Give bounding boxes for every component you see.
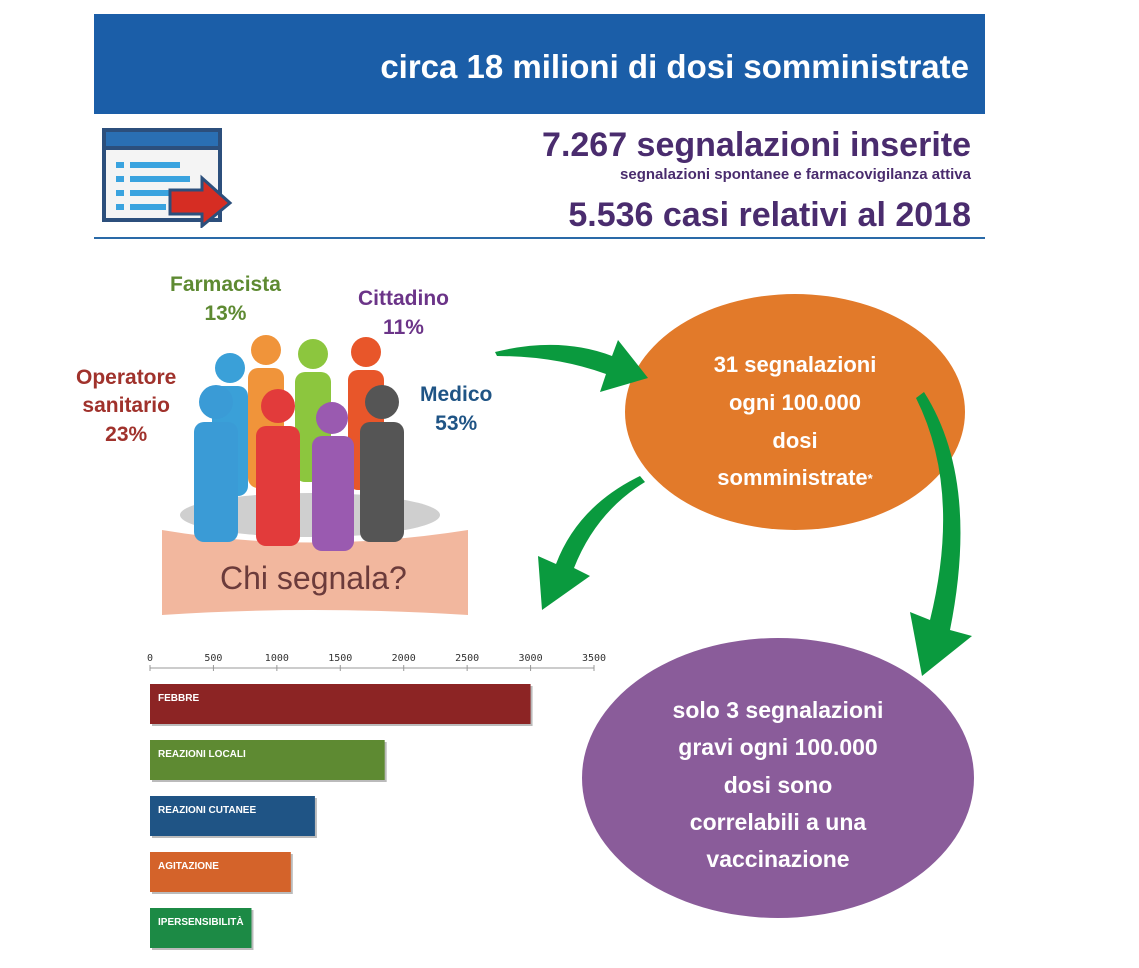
x-tick-label: 2000 (391, 653, 416, 664)
cittadino-pct: 11% (383, 316, 424, 340)
x-tick-label: 3500 (581, 653, 607, 664)
x-tick-label: 500 (204, 653, 223, 664)
serious-line2: gravi ogni 100.000 (678, 734, 878, 761)
serious-bubble-text (628, 692, 928, 878)
reports-count: 7.267 segnalazioni inserite (542, 126, 971, 164)
rate-line1: 31 segnalazioni (713, 352, 877, 377)
x-tick-label: 1000 (264, 653, 289, 664)
medico-name: Medico (420, 383, 493, 406)
operatore-name-line1: Operatore (76, 366, 177, 389)
bar (150, 740, 385, 780)
rate-line3: dosi (772, 427, 818, 453)
reports-subtitle: segnalazioni spontanee e farmacovigilanza attiva (620, 166, 971, 183)
rate-footnote-star: * (867, 471, 873, 487)
bar-label: IPERSENSIBILITÀ (158, 917, 244, 928)
serious-line5: vaccinazione (706, 846, 850, 872)
x-tick-label: 0 (146, 653, 154, 664)
x-tick-label: 2500 (455, 653, 480, 664)
arrow-to-chart-icon (538, 476, 645, 610)
banner-title: circa 18 milioni di dosi somministrate (380, 48, 969, 85)
farmacista-pct: 13% (204, 302, 247, 326)
medico-pct: 53% (435, 412, 478, 436)
bar-label: FEBBRE (158, 693, 200, 704)
cases-count: 5.536 casi relativi al 2018 (568, 196, 971, 234)
serious-line1: solo 3 segnalazioni (672, 697, 884, 723)
bar (150, 796, 315, 836)
chi-segnala-label: Chi segnala? (220, 560, 407, 596)
bar (150, 852, 291, 892)
bar-label: AGITAZIONE (158, 861, 219, 872)
x-tick-label: 1500 (328, 653, 353, 664)
farmacista-name: Farmacista (170, 273, 281, 296)
cittadino-name: Cittadino (358, 287, 449, 310)
rate-line4: somministrate (717, 465, 868, 491)
serious-line3: dosi sono (723, 771, 833, 798)
serious-line4: correlabili a una (689, 808, 867, 835)
bar (150, 908, 251, 948)
arrow-to-rate-icon (495, 340, 648, 392)
bar (150, 684, 531, 724)
bar-chart (140, 648, 610, 968)
bar-label: REAZIONI CUTANEE (158, 805, 257, 816)
x-tick-label: 3000 (518, 653, 543, 664)
rate-bubble-text (660, 346, 930, 497)
bar-label: REAZIONI LOCALI (158, 749, 246, 760)
rate-line2: ogni 100.000 (728, 389, 862, 415)
operatore-pct: 23% (105, 422, 148, 446)
operatore-name-line2: sanitario (82, 394, 170, 418)
